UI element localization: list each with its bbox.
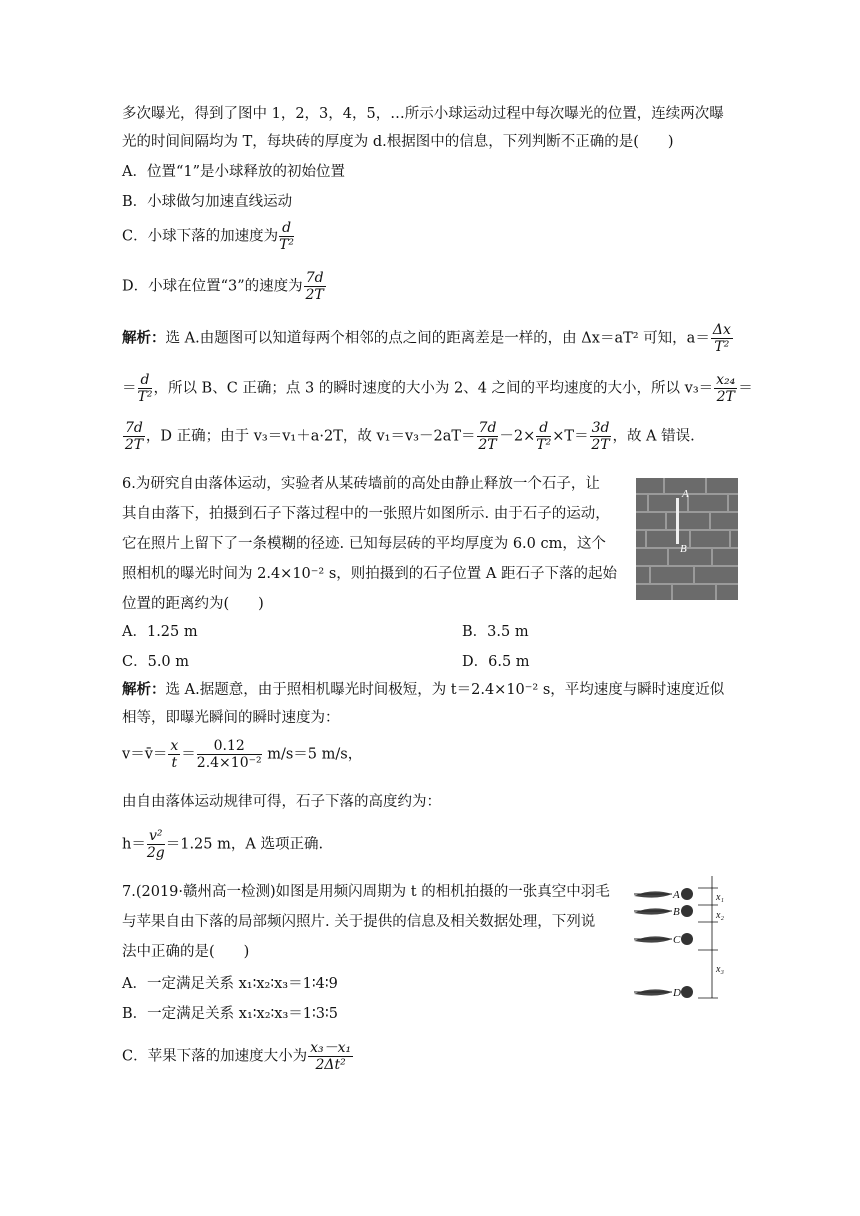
q6-eq-h: h＝ [122,836,146,853]
fraction-x24-over-2T: $\frac{\text{x₂₄}}{2T}$ [716,372,736,405]
q6-eq-eq: ＝ [181,746,196,763]
q6-analysis-label: 解析： [122,681,166,698]
q6-velocity-equation [122,738,362,771]
photo-label-a: A [682,488,689,500]
q6-eq-v: v＝v̄＝ [122,746,168,763]
fraction-d-over-T2-c: $\frac{d}{\text{T²}}$ [536,420,552,453]
q5-option-c-text: C．小球下落的加速度为 [122,228,279,245]
q7-option-c-text: C．苹果下落的加速度大小为 [122,1048,308,1065]
q6-analysis-line1 [122,678,724,699]
fraction-3d-over-2T: $\frac{3d}{2T}$ [591,420,610,453]
fig-label-c: C [673,934,681,946]
q6-stem-line1: 6.为研究自由落体运动，实验者从某砖墙前的高处由静止释放一个石子，让 [122,476,600,492]
fraction-7d-over-2T-b: $\frac{7d}{2T}$ [124,420,144,453]
q6-stem-line5: 位置的距离约为( ) [122,596,264,612]
q6-option-a: A．1.25 m [122,624,198,640]
fraction-x3-minus-x1-over-2dt2: $\frac{\text{x₃－x₁}}{\text{2Δt²}}$ [310,1040,352,1073]
fig-label-a: A [673,889,680,901]
q7-stem-line1: 7.(2019·赣州高一检测)如图是用频闪周期为 t 的相机拍摄的一张真空中羽毛 [122,884,610,900]
brick-wall-photo [636,478,738,600]
q5-analysis-text2: ，所以 B、C 正确；点 3 的瞬时速度的大小为 2、4 之间的平均速度的大小，所以 v₃＝ [153,380,714,397]
q6-eq-result: m/s＝5 m/s， [262,746,363,763]
fig-label-d: D [673,987,681,999]
q6-stem-line3: 它在照片上留下了一条模糊的径迹. 已知每层砖的平均厚度为 6.0 cm，这个 [122,536,606,552]
q6-stem-line2: 其自由落下，拍摄到石子下落过程中的一张照片如图所示. 由于石子的运动， [122,506,610,522]
q5-option-d [122,270,327,303]
fraction-7d-over-2T: $\frac{7d}{2T}$ [305,270,324,303]
q6-analysis-line2: 相等，即曝光瞬间的瞬时速度为： [122,710,340,726]
q6-option-d: D．6.5 m [462,654,530,670]
q5-analysis-line3 [122,420,695,453]
q7-stem-line2: 与苹果自由下落的局部频闪照片. 关于提供的信息及相关数据处理，下列说 [122,914,596,930]
fig-x2: x₂ [716,910,724,921]
q5-analysis-text4: －2× [499,428,536,445]
q7-option-b: B．一定满足关系 x₁∶x₂∶x₃＝1∶3∶5 [122,1006,339,1022]
fraction-v2-over-2g: $\frac{\text{v²}}{2g}$ [146,828,165,861]
q6-option-b: B．3.5 m [462,624,529,640]
q7-option-c [122,1040,354,1073]
fig-label-b: B [673,906,680,918]
q5-analysis-text5: ×T＝ [552,428,589,445]
q7-stem-line3: 法中正确的是( ) [122,944,250,960]
q5-analysis-eq: ＝ [122,380,137,397]
q5-analysis-text3: ，D 正确；由于 v₃＝v₁＋a·2T，故 v₁＝v₃－2aT＝ [145,428,476,445]
fraction-d-over-T2: $\frac{d}{\text{T²}}$ [279,220,295,253]
q6-height-equation [122,828,323,861]
q5-analysis-line2 [122,372,753,405]
q5-option-c [122,220,295,253]
q6-analysis-line3: 由自由落体运动规律可得，石子下落的高度约为： [122,794,441,810]
fraction-d-over-T2-b: $\frac{d}{\text{T²}}$ [137,372,153,405]
q5-option-b: B．小球做匀加速直线运动 [122,194,293,210]
photo-label-b: B [680,543,687,555]
q5-stem-line1: 多次曝光，得到了图中 1，2，3，4，5，…所示小球运动过程中每次曝光的位置，连续两次曝 [122,106,724,122]
fig-x1: x₁ [716,892,724,903]
q5-analysis-eq2: ＝ [738,380,753,397]
q5-analysis-text6: ，故 A 错误. [612,428,695,445]
fraction-x-over-t: $\frac{x}{t}$ [170,738,179,771]
q5-option-d-text: D．小球在位置“3”的速度为 [122,278,303,295]
q7-option-a: A．一定满足关系 x₁∶x₂∶x₃＝1∶4∶9 [122,976,338,992]
feather-apple-figure [628,872,740,1004]
q5-analysis-line1 [122,322,734,355]
fraction-7d-over-2T-c: $\frac{7d}{2T}$ [478,420,497,453]
fraction-dx-over-T2: $\frac{\Delta x}{\text{T²}}$ [712,322,731,355]
q5-stem-line2: 光的时间间隔均为 T，每块砖的厚度为 d.根据图中的信息，下列判断不正确的是( ) [122,134,674,150]
fig-x3: x₃ [716,964,724,975]
fraction-012-over-2.4e-2: $\frac{0.12}{\text{2.4×10⁻²}}$ [196,738,262,771]
q5-analysis-text1: 选 A.由题图可以知道每两个相邻的点之间的距离差是一样的，由 Δx＝aT² 可知，a＝ [165,330,710,347]
q6-eq-h-result: ＝1.25 m，A 选项正确. [165,836,324,853]
q5-analysis-label: 解析： [122,329,166,347]
q6-option-c: C．5.0 m [122,654,190,670]
q5-option-a: A．位置“1”是小球释放的初始位置 [122,164,346,180]
q6-analysis-text1: 选 A.据题意，由于照相机曝光时间极短，为 t＝2.4×10⁻² s，平均速度与瞬时速度近似 [165,682,725,698]
q6-stem-line4: 照相机的曝光时间为 2.4×10⁻² s，则拍摄到的石子位置 A 距石子下落的起始 [122,566,617,582]
